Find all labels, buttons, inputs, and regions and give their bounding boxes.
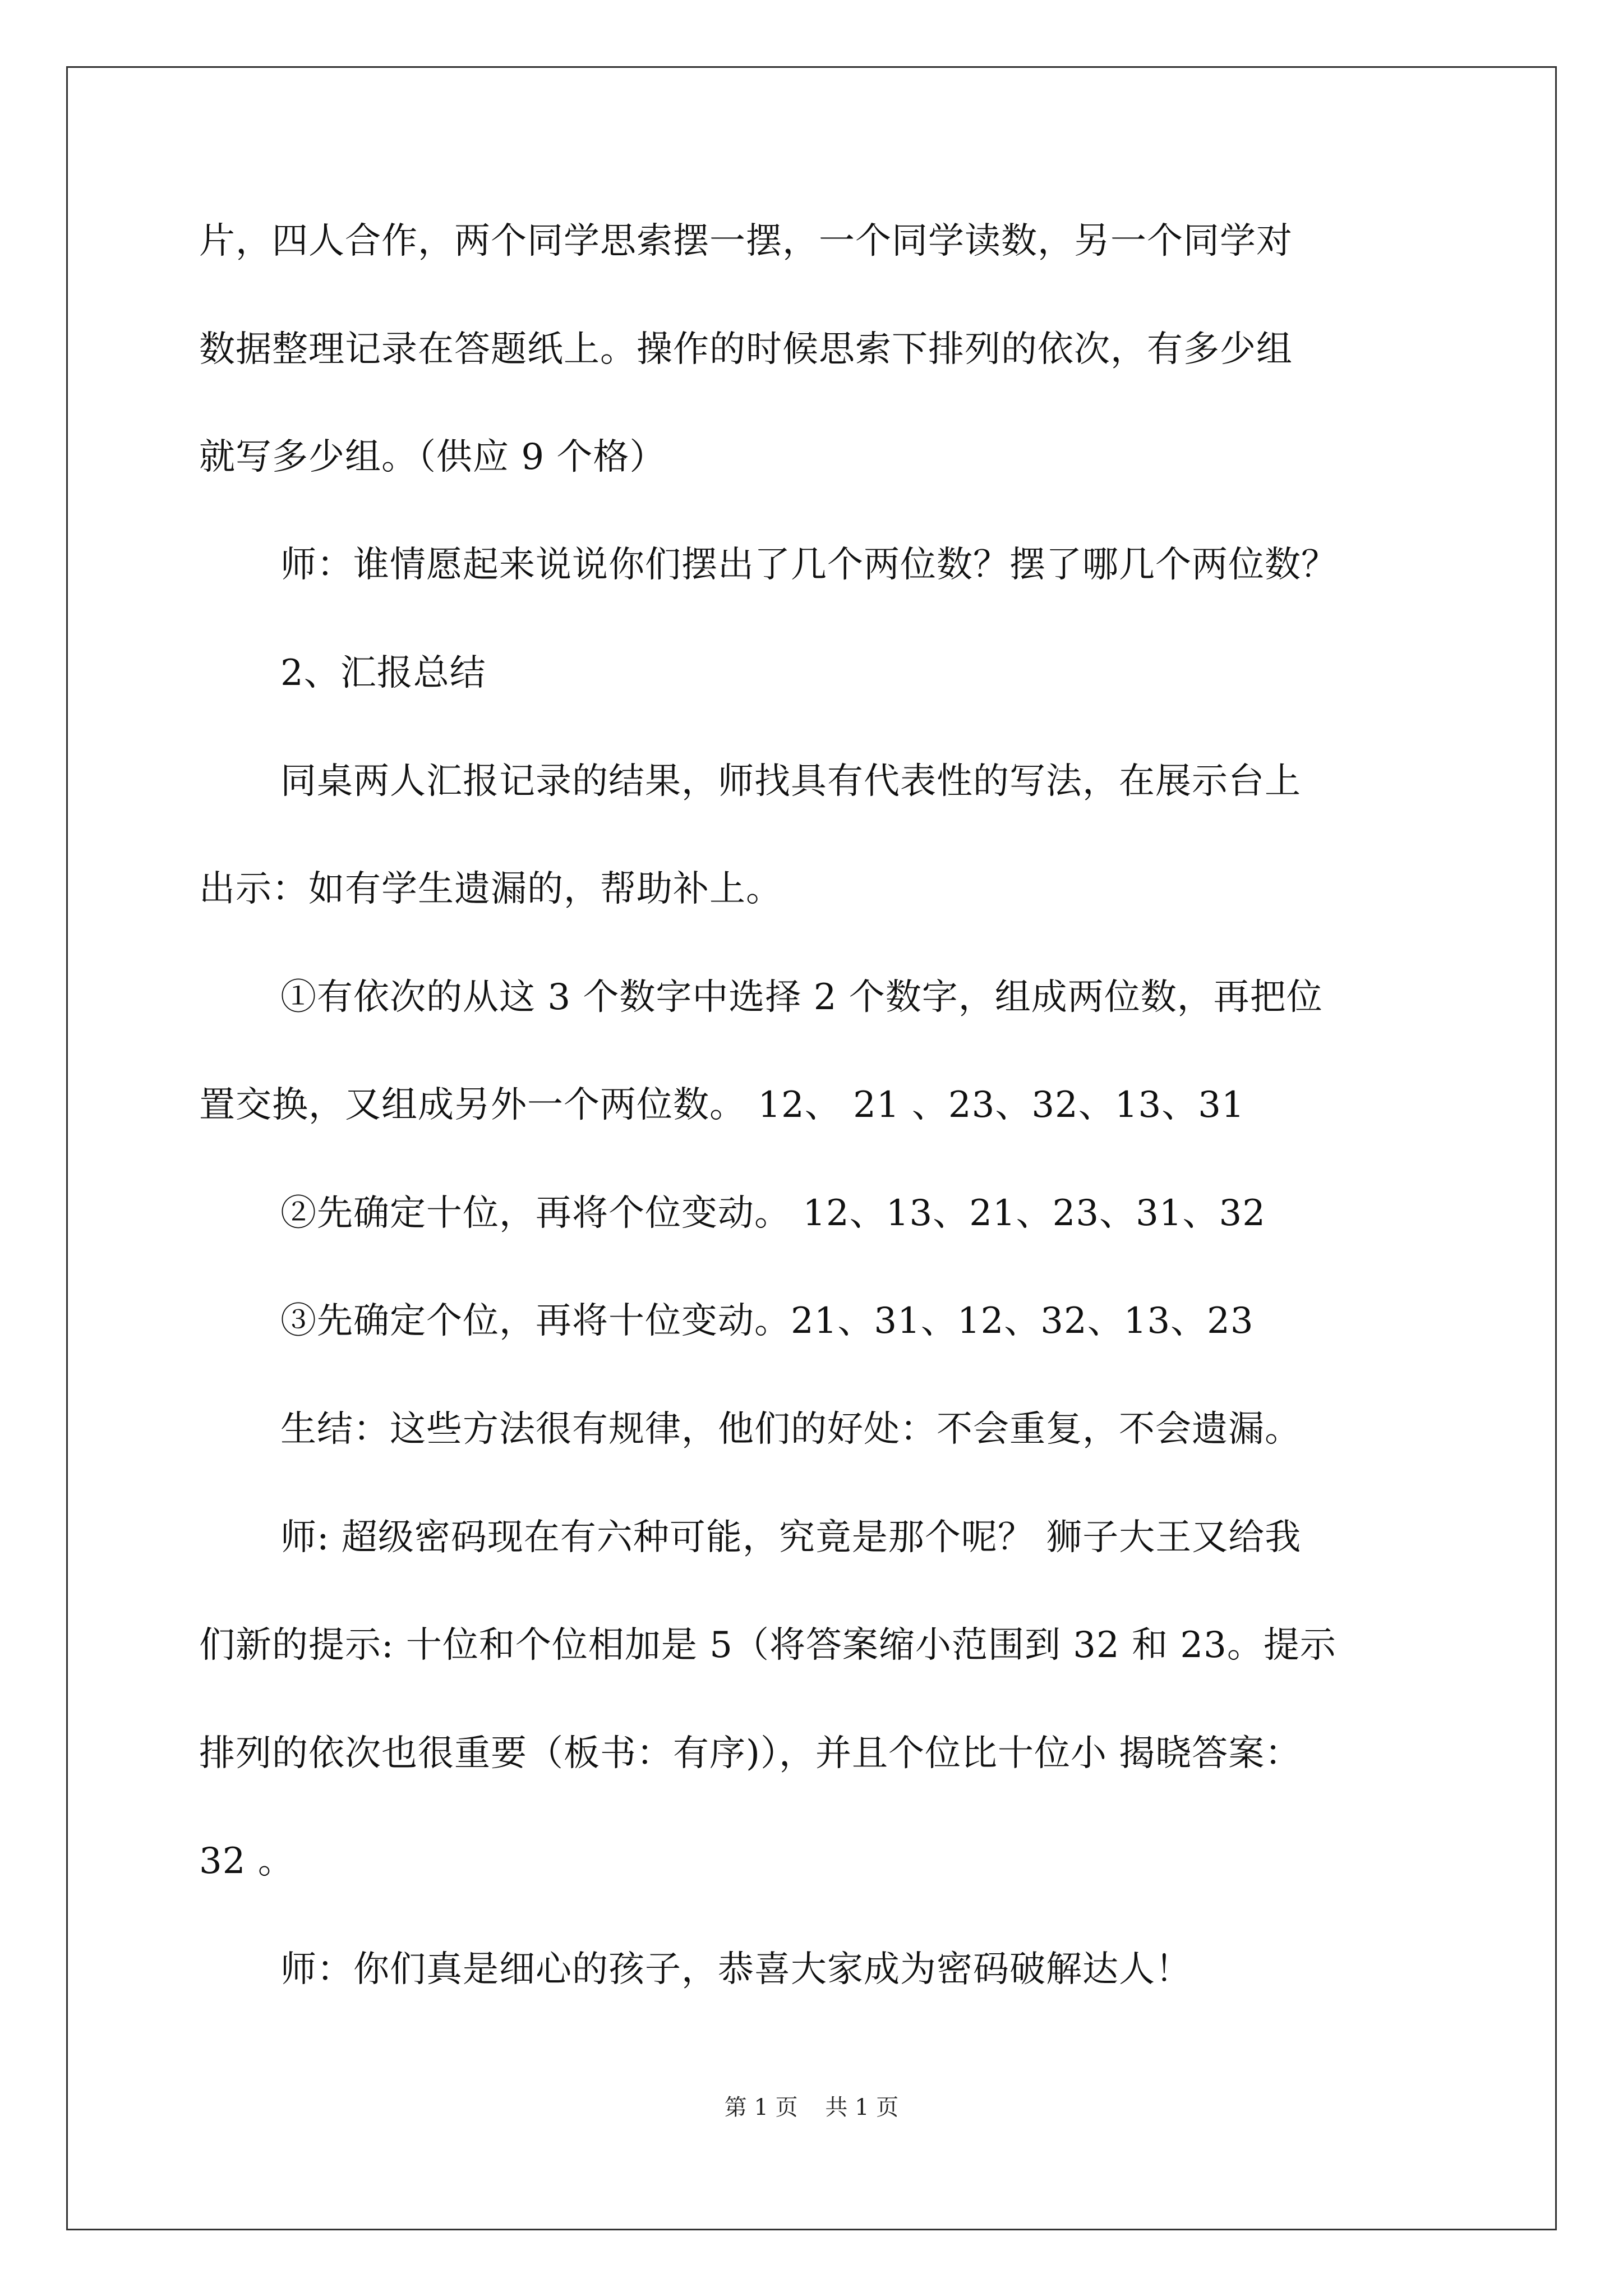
text-line: 师：你们真是细心的孩子，恭喜大家成为密码破解达人！: [280, 1949, 1192, 1990]
text-line: 出示：如有学生遗漏的，帮助补上。: [199, 868, 782, 910]
text-line: 置交换，又组成另外一个两位数。 12、 21 、23、32、13、31: [199, 1084, 1245, 1126]
text-line: 们新的提示: 十位和个位相加是 5（将答案缩小范围到 32 和 23。提示: [199, 1625, 1336, 1666]
text-line: 师：谁情愿起来说说你们摆出了几个两位数？摆了哪几个两位数？: [280, 544, 1338, 586]
page-number: 第 1 页: [724, 2095, 798, 2120]
text-line: ②先确定十位，再将个位变动。 12、13、21、23、31、32: [280, 1193, 1266, 1234]
text-line: ③先确定个位，再将十位变动。21、31、12、32、13、23: [280, 1300, 1254, 1342]
text-line: 片，四人合作，两个同学思索摆一摆，一个同学读数，另一个同学对: [199, 220, 1293, 262]
text-line: 同桌两人汇报记录的结果，师找具有代表性的写法，在展示台上: [280, 761, 1301, 802]
section-heading: 2、汇报总结: [280, 652, 486, 694]
text-line: 排列的依次也很重要（板书：有序)），并且个位比十位小 揭晓答案：: [199, 1733, 1302, 1774]
text-line: 师: 超级密码现在有六种可能，究竟是那个呢？ 狮子大王又给我: [280, 1517, 1302, 1558]
text-line: 生结：这些方法很有规律，他们的好处：不会重复，不会遗漏。: [280, 1409, 1301, 1450]
text-line: 就写多少组。（供应 9 个格）: [199, 436, 666, 478]
text-line: 32 。: [199, 1841, 294, 1882]
page-total: 共 1 页: [825, 2095, 899, 2120]
page-border: [66, 66, 1557, 2230]
text-line: ①有依次的从这 3 个数字中选择 2 个数字，组成两位数，再把位: [280, 977, 1323, 1018]
text-line: 数据整理记录在答题纸上。操作的时候思索下排列的依次，有多少组: [199, 329, 1293, 370]
page-footer: [0, 2093, 1623, 2122]
